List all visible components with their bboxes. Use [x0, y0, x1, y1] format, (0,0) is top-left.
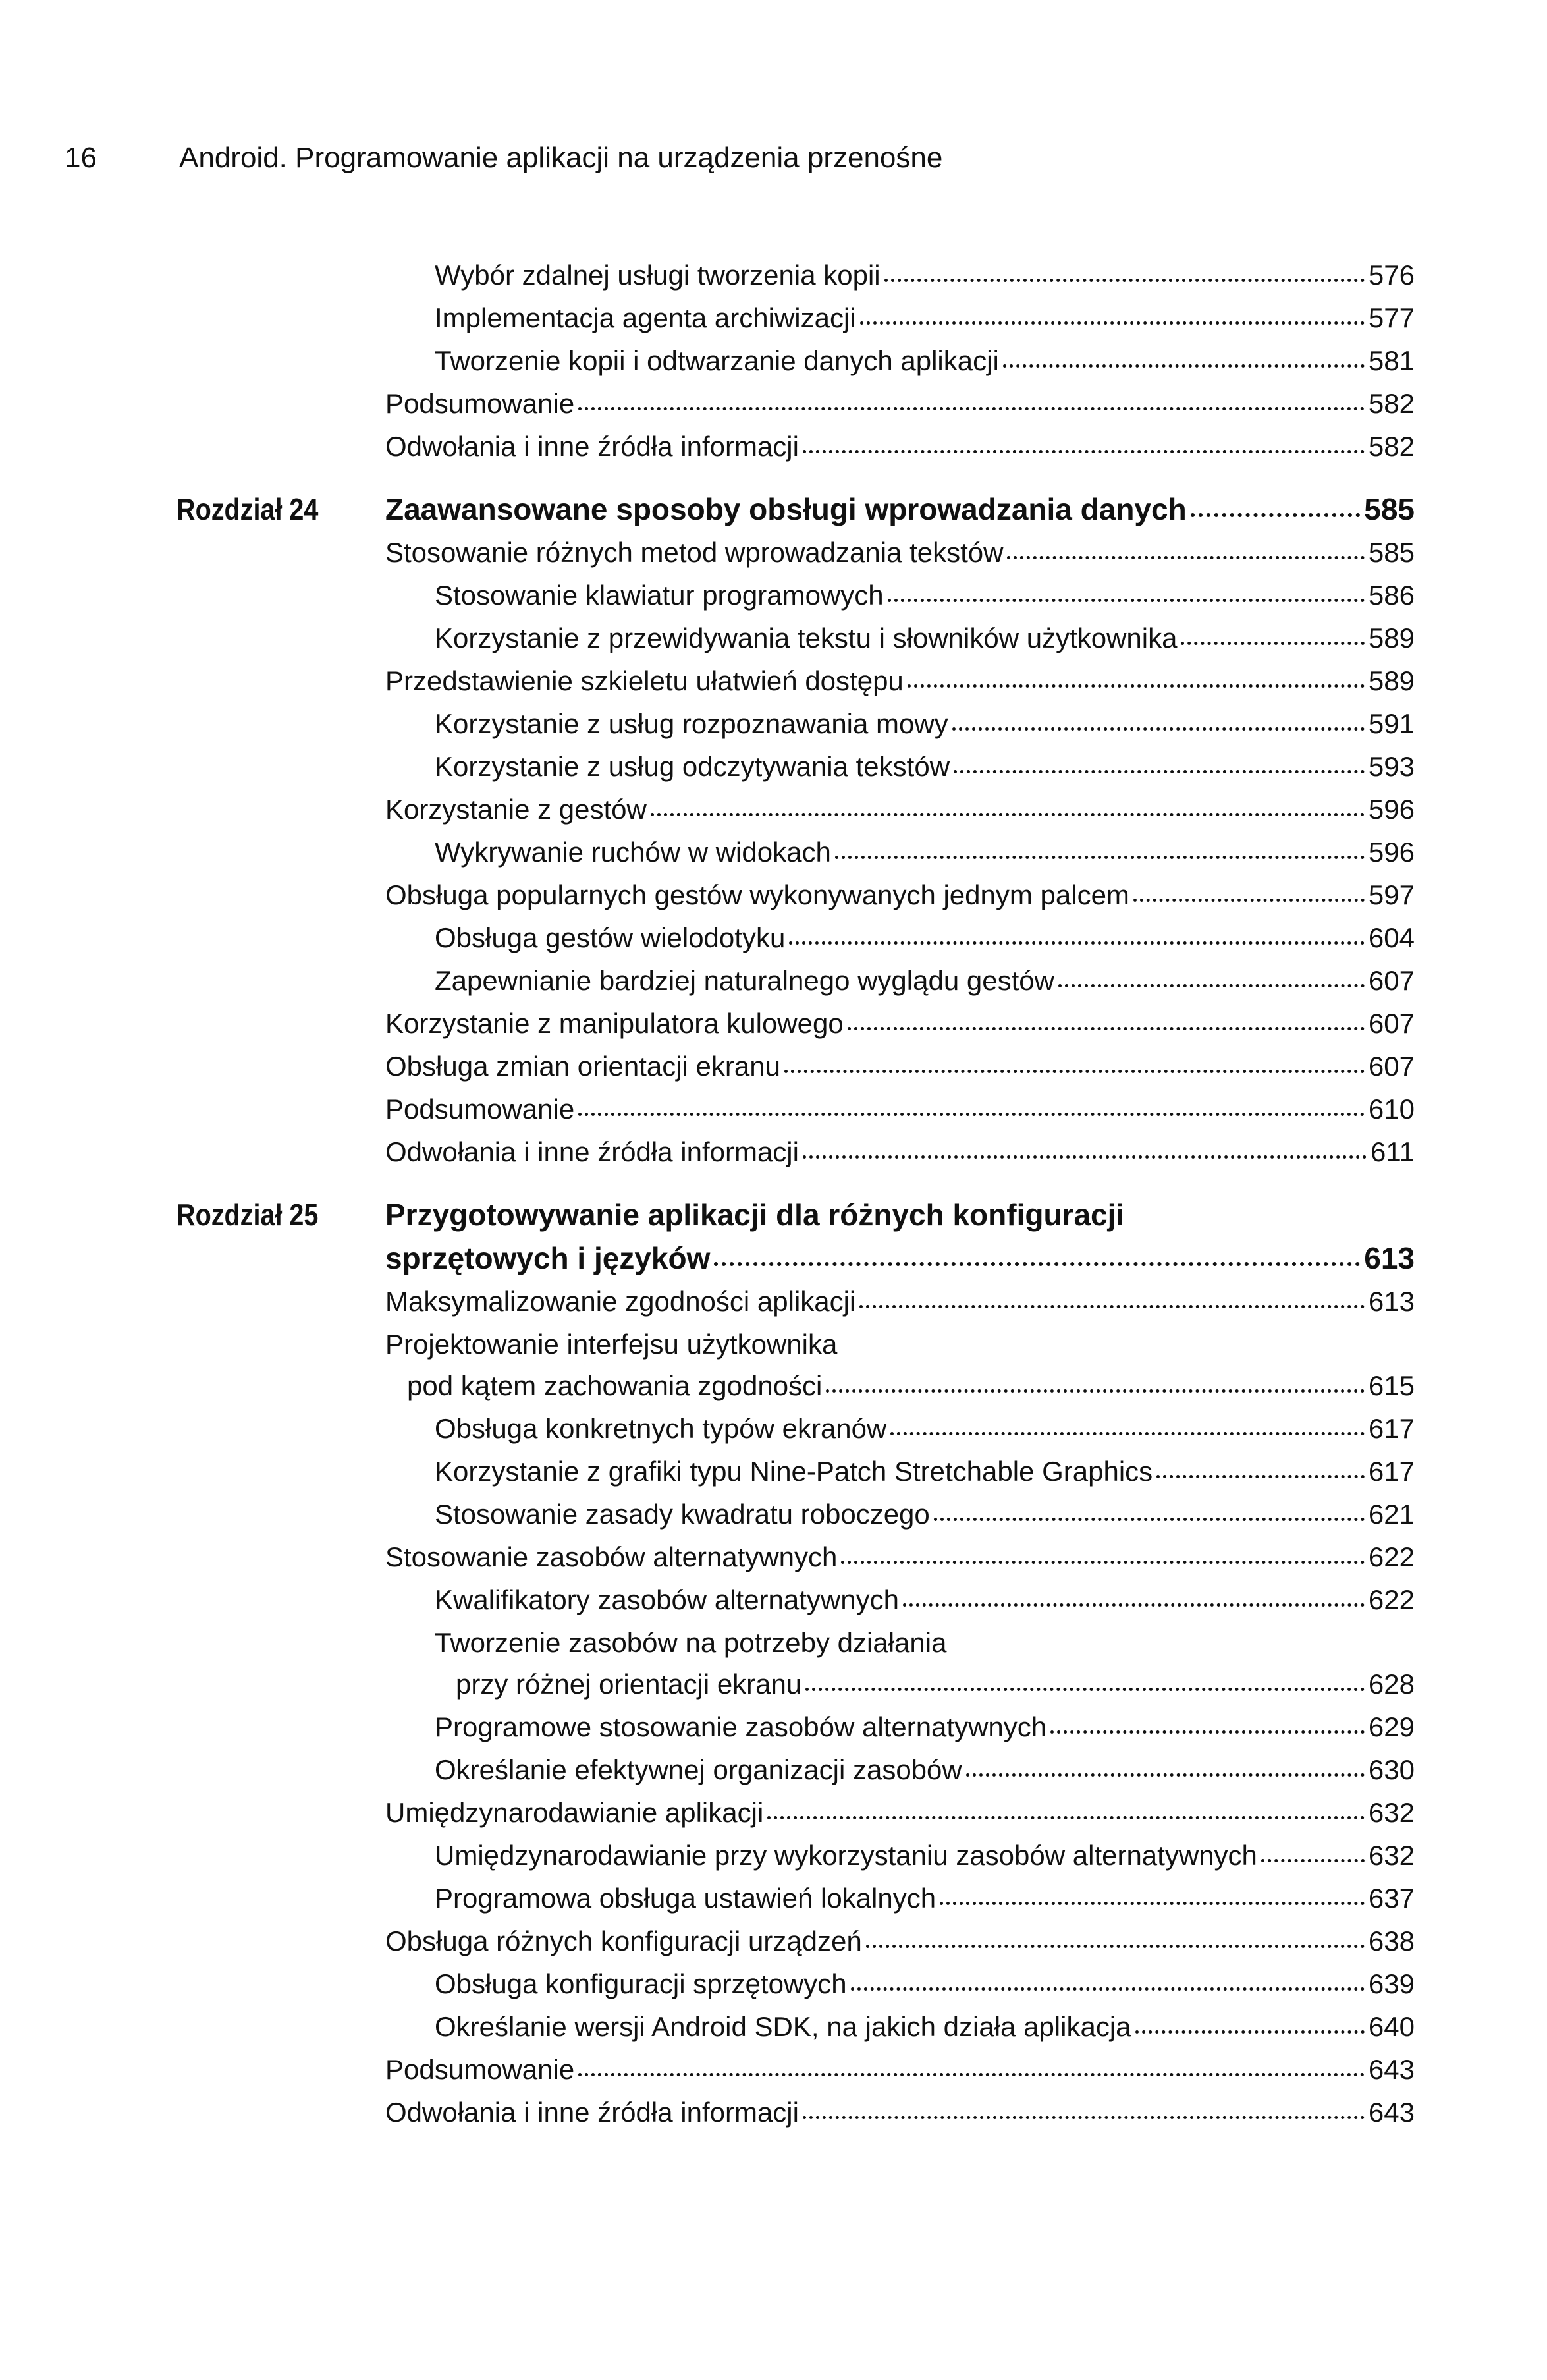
entry-title: Przedstawienie szkieletu ułatwień dostępu [385, 665, 904, 696]
toc-entry[interactable] [0, 959, 1547, 1002]
entry-title: Tworzenie kopii i odtwarzanie danych aplikacji [435, 345, 999, 376]
dot-leader [784, 1070, 1365, 1073]
entry-page: 632 [1368, 1840, 1415, 1871]
entry-title: Stosowanie zasobów alternatywnych [385, 1541, 838, 1572]
entry-page: 607 [1368, 965, 1415, 996]
chapter-label: Rozdział 25 [176, 1198, 319, 1232]
dot-leader [578, 1113, 1365, 1116]
toc-entry[interactable] [0, 702, 1547, 745]
entry-page: 639 [1368, 1968, 1415, 1999]
dot-leader [789, 941, 1365, 945]
entry-page: 643 [1368, 2054, 1415, 2085]
dot-leader [848, 1027, 1365, 1030]
entry-page: 593 [1368, 751, 1415, 782]
toc-entry[interactable] [0, 2091, 1547, 2134]
dot-leader [866, 1945, 1365, 1948]
toc-entry[interactable] [0, 1962, 1547, 2005]
entry-page: 643 [1368, 2097, 1415, 2128]
entry-title: Określanie efektywnej organizacji zasobów [435, 1754, 962, 1785]
toc-entry[interactable] [0, 296, 1547, 339]
toc-entry[interactable] [0, 788, 1547, 831]
entry-page: 611 [1371, 1136, 1415, 1167]
chapter-25 [0, 1193, 1547, 2134]
entry-title: Obsługa konfiguracji sprzętowych [435, 1968, 847, 1999]
entry-title-continuation: pod kątem zachowania zgodności [407, 1370, 823, 1401]
running-header [0, 132, 1547, 184]
toc-entry[interactable] [0, 1877, 1547, 1920]
entry-title: Korzystanie z usług odczytywania tekstów [435, 751, 950, 782]
chapter-page: 585 [1364, 492, 1415, 526]
dot-leader [1058, 984, 1365, 987]
toc-entry[interactable] [0, 425, 1547, 468]
entry-page: 597 [1368, 879, 1415, 910]
entry-page: 632 [1368, 1797, 1415, 1828]
entry-page: 628 [1368, 1669, 1415, 1700]
dot-leader [841, 1561, 1365, 1564]
chapter-label: Rozdział 24 [176, 492, 319, 526]
toc-entry[interactable] [0, 2048, 1547, 2091]
entry-page: 582 [1368, 388, 1415, 419]
dot-leader [805, 1688, 1365, 1691]
chapter-title-line1: Przygotowywanie aplikacji dla różnych konfiguracji [385, 1198, 1125, 1232]
dot-leader [859, 1305, 1365, 1308]
entry-title: Programowe stosowanie zasobów alternatywnych [435, 1711, 1047, 1742]
dot-leader [835, 856, 1365, 859]
chapter-24 [0, 487, 1547, 1173]
entry-title: Projektowanie interfejsu użytkownika [385, 1329, 838, 1360]
entry-page: 607 [1368, 1051, 1415, 1082]
entry-title: Podsumowanie [385, 388, 575, 419]
toc-entry[interactable] [0, 617, 1547, 659]
toc-entry[interactable] [0, 659, 1547, 702]
toc-entry[interactable] [0, 1088, 1547, 1130]
dot-leader [1133, 899, 1365, 902]
entry-title: Tworzenie zasobów na potrzeby działania [435, 1627, 947, 1658]
entry-title: Korzystanie z usług rozpoznawania mowy [435, 708, 948, 739]
chapter-heading[interactable] [0, 1193, 1547, 1280]
toc-entry[interactable] [0, 831, 1547, 873]
entry-page: 640 [1368, 2011, 1415, 2042]
entry-page: 607 [1368, 1008, 1415, 1039]
entry-page: 613 [1368, 1286, 1415, 1317]
entry-page: 596 [1368, 837, 1415, 868]
toc-entry[interactable] [0, 1450, 1547, 1493]
dot-leader [903, 1603, 1365, 1607]
entry-page: 637 [1368, 1883, 1415, 1914]
entry-page: 622 [1368, 1584, 1415, 1615]
toc-entry[interactable] [0, 1045, 1547, 1088]
chapter-heading[interactable] [0, 487, 1547, 531]
entry-page: 615 [1368, 1370, 1415, 1401]
page-number: 16 [65, 142, 97, 174]
entry-page: 581 [1368, 345, 1415, 376]
entry-page: 586 [1368, 580, 1415, 611]
toc-entry[interactable] [0, 1748, 1547, 1791]
entry-page: 589 [1368, 665, 1415, 696]
entry-page: 577 [1368, 302, 1415, 333]
entry-page: 629 [1368, 1711, 1415, 1742]
dot-leader [651, 813, 1365, 816]
dot-leader [1191, 513, 1361, 517]
dot-leader [884, 279, 1365, 282]
entry-title: Stosowanie różnych metod wprowadzania tekstów [385, 537, 1004, 568]
dot-leader [1156, 1475, 1365, 1478]
dot-leader [803, 1155, 1367, 1159]
entry-title: Obsługa popularnych gestów wykonywanych jednym palcem [385, 879, 1129, 910]
dot-leader [578, 2073, 1365, 2076]
toc-entry[interactable] [0, 254, 1547, 296]
entry-title: Określanie wersji Android SDK, na jakich działa aplikacja [435, 2011, 1131, 2042]
entry-page: 621 [1368, 1499, 1415, 1530]
entry-title: Obsługa konkretnych typów ekranów [435, 1413, 887, 1444]
toc-entry[interactable] [0, 531, 1547, 574]
table-of-contents [0, 254, 1547, 2153]
dot-leader [851, 1987, 1365, 1991]
dot-leader [940, 1902, 1365, 1905]
dot-leader [1135, 2030, 1365, 2034]
toc-entry[interactable] [0, 1621, 1547, 1705]
entry-title: Maksymalizowanie zgodności aplikacji [385, 1286, 856, 1317]
dot-leader [934, 1518, 1365, 1521]
dot-leader [908, 684, 1365, 688]
entry-page: 604 [1368, 922, 1415, 953]
dot-leader [1261, 1859, 1365, 1862]
entry-title: Korzystanie z manipulatora kulowego [385, 1008, 844, 1039]
entry-title: Korzystanie z gestów [385, 794, 647, 825]
entry-page: 585 [1368, 537, 1415, 568]
toc-entry[interactable] [0, 2005, 1547, 2048]
entry-title: Obsługa różnych konfiguracji urządzeń [385, 1925, 862, 1956]
dot-leader [826, 1389, 1365, 1393]
dot-leader [803, 450, 1365, 453]
entry-page: 576 [1368, 260, 1415, 291]
toc-entry[interactable] [0, 1536, 1547, 1578]
toc-entry[interactable] [0, 382, 1547, 425]
toc-entry[interactable] [0, 1280, 1547, 1323]
entry-title: Podsumowanie [385, 2054, 575, 2085]
entry-page: 630 [1368, 1754, 1415, 1785]
entry-title: Kwalifikatory zasobów alternatywnych [435, 1584, 899, 1615]
toc-entry[interactable] [0, 1920, 1547, 1962]
entry-title: Odwołania i inne źródła informacji [385, 431, 799, 462]
dot-leader [952, 727, 1365, 731]
toc-entry[interactable] [0, 1323, 1547, 1407]
dot-leader [1181, 642, 1364, 645]
entry-page: 617 [1368, 1413, 1415, 1444]
entry-title: Wybór zdalnej usługi tworzenia kopii [435, 260, 881, 291]
dot-leader [1050, 1730, 1365, 1734]
dot-leader [1003, 364, 1365, 368]
toc-entry[interactable] [0, 574, 1547, 617]
dot-leader [954, 770, 1365, 773]
toc-entry[interactable] [0, 1834, 1547, 1877]
toc-entry[interactable] [0, 1705, 1547, 1748]
entry-title: Umiędzynarodawianie aplikacji [385, 1797, 764, 1828]
dot-leader [714, 1262, 1360, 1266]
entry-page: 638 [1368, 1925, 1415, 1956]
entry-title: Umiędzynarodawianie przy wykorzystaniu zasobów alternatywnych [435, 1840, 1257, 1871]
entry-title: Wykrywanie ruchów w widokach [435, 837, 831, 868]
chapter-page: 613 [1364, 1241, 1415, 1275]
entry-title: Stosowanie zasady kwadratu roboczego [435, 1499, 930, 1530]
book-title: Android. Programowanie aplikacji na urządzenia przenośne [179, 142, 943, 174]
entry-title: Odwołania i inne źródła informacji [385, 2097, 799, 2128]
toc-entry[interactable] [0, 339, 1547, 382]
dot-leader [860, 321, 1365, 325]
entry-title: Korzystanie z grafiki typu Nine-Patch Stretchable Graphics [435, 1456, 1153, 1487]
toc-entry[interactable] [0, 1002, 1547, 1045]
toc-entry[interactable] [0, 1493, 1547, 1536]
continued-section [0, 254, 1547, 468]
entry-title-continuation: przy różnej orientacji ekranu [456, 1669, 802, 1700]
chapter-title-line2: sprzętowych i języków [385, 1241, 711, 1275]
entry-page: 610 [1368, 1093, 1415, 1124]
entry-page: 617 [1368, 1456, 1415, 1487]
entry-page: 591 [1368, 708, 1415, 739]
dot-leader [803, 2116, 1365, 2119]
dot-leader [1007, 556, 1364, 559]
toc-entry[interactable] [0, 745, 1547, 788]
dot-leader [767, 1816, 1365, 1819]
entry-page: 622 [1368, 1541, 1415, 1572]
toc-entry[interactable] [0, 916, 1547, 959]
entry-page: 596 [1368, 794, 1415, 825]
entry-title: Zapewnianie bardziej naturalnego wyglądu gestów [435, 965, 1054, 996]
entry-title: Odwołania i inne źródła informacji [385, 1136, 799, 1167]
entry-title: Obsługa zmian orientacji ekranu [385, 1051, 780, 1082]
dot-leader [966, 1773, 1365, 1777]
entry-title: Podsumowanie [385, 1093, 575, 1124]
chapter-title: Zaawansowane sposoby obsługi wprowadzania danych [385, 492, 1187, 526]
entry-page: 589 [1368, 623, 1415, 653]
toc-entry[interactable] [0, 1130, 1547, 1173]
dot-leader [578, 407, 1365, 410]
entry-page: 582 [1368, 431, 1415, 462]
entry-title: Korzystanie z przewidywania tekstu i słowników użytkownika [435, 623, 1178, 653]
entry-title: Obsługa gestów wielodotyku [435, 922, 786, 953]
entry-title: Implementacja agenta archiwizacji [435, 302, 856, 333]
dot-leader [888, 599, 1365, 602]
toc-entry[interactable] [0, 1578, 1547, 1621]
entry-title: Programowa obsługa ustawień lokalnych [435, 1883, 936, 1914]
toc-entry[interactable] [0, 1791, 1547, 1834]
toc-entry[interactable] [0, 1407, 1547, 1450]
dot-leader [890, 1432, 1365, 1435]
entry-title: Stosowanie klawiatur programowych [435, 580, 884, 611]
toc-entry[interactable] [0, 873, 1547, 916]
